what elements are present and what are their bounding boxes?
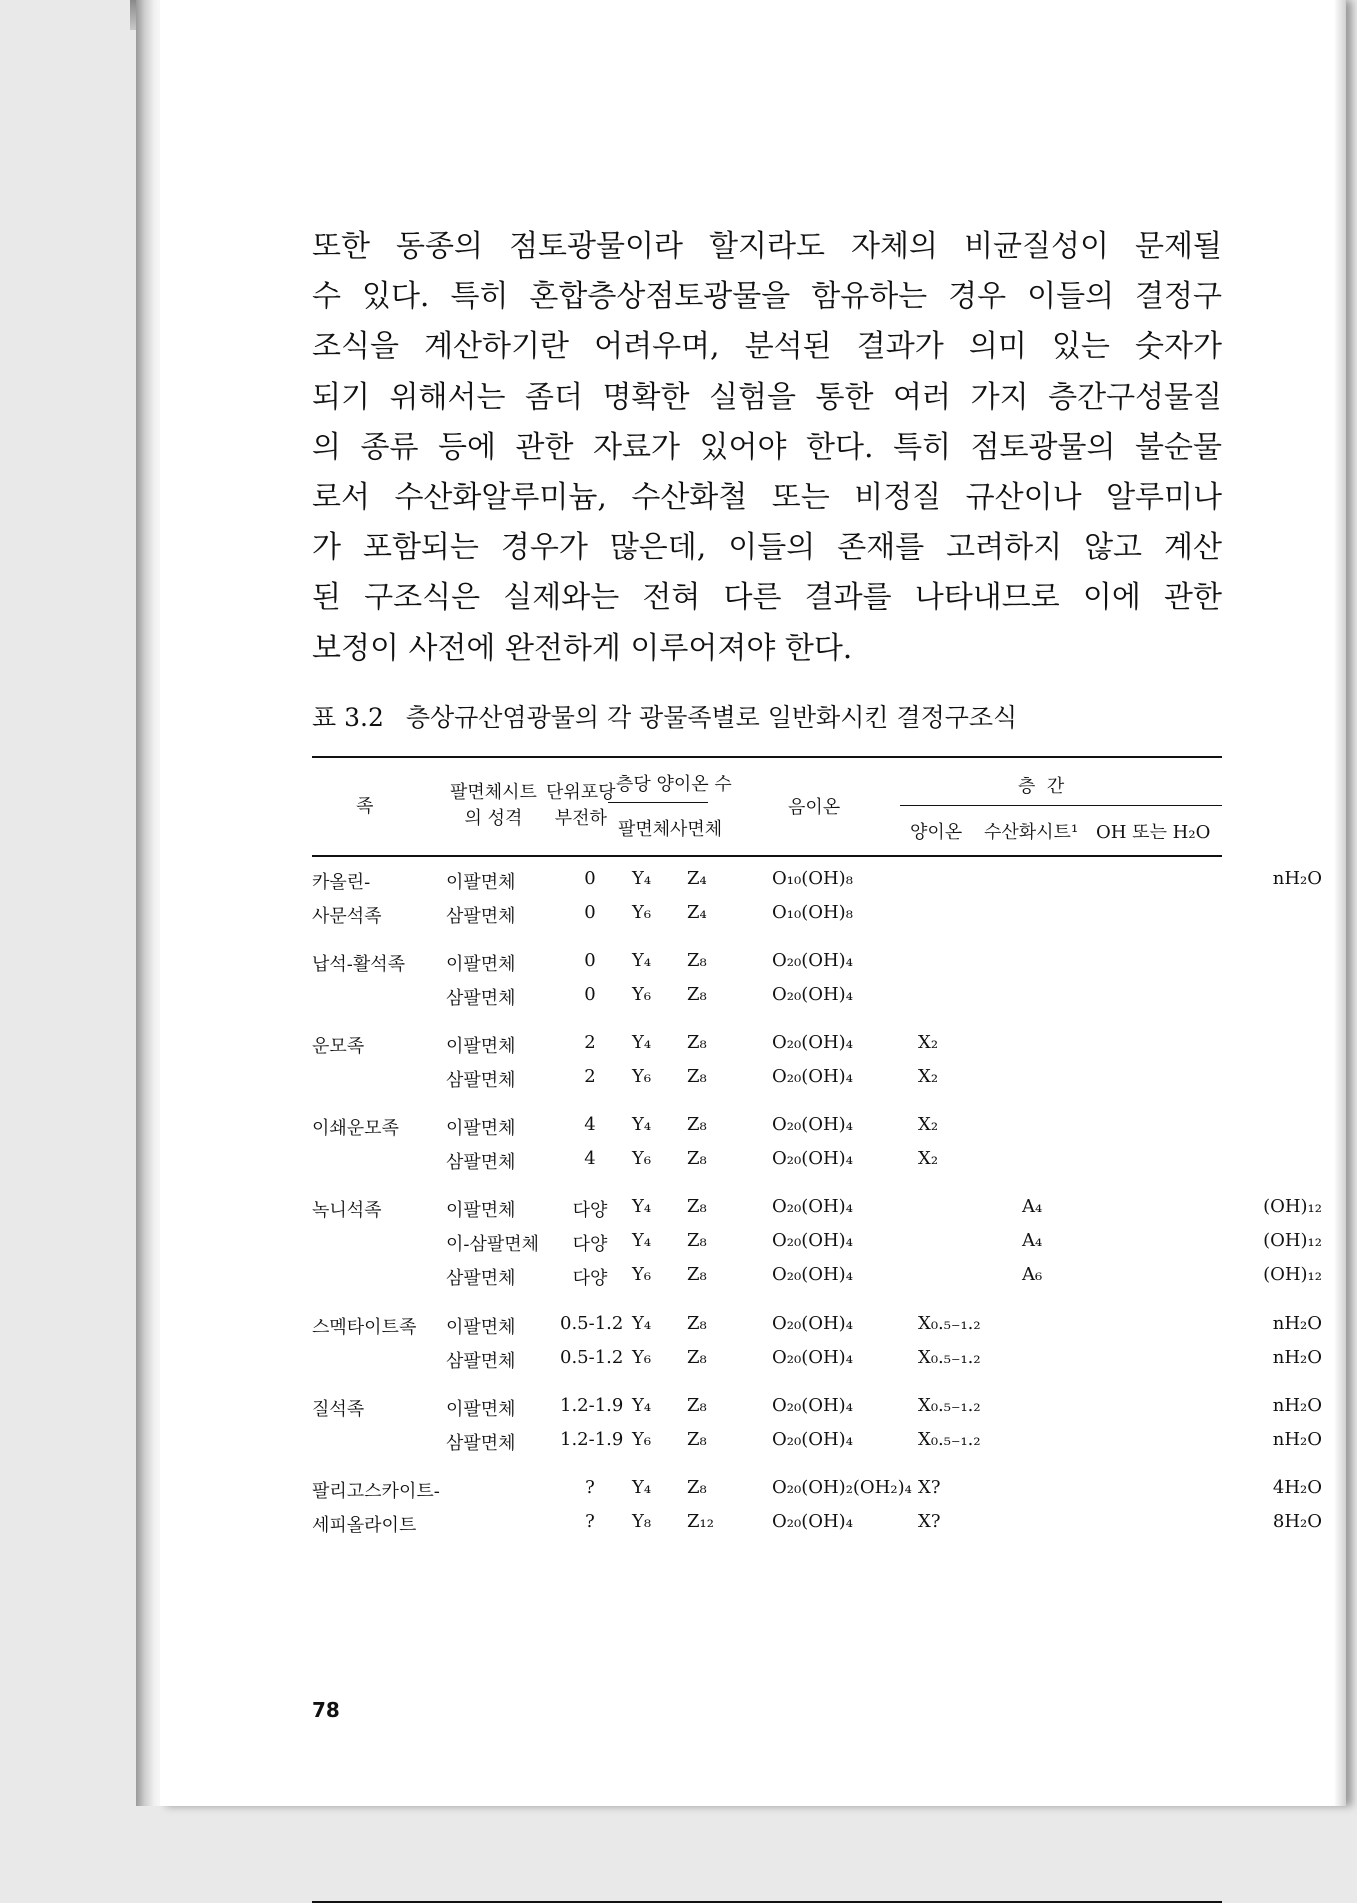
header-charge: 단위포당 부전하	[546, 782, 616, 829]
cell-charge: 2	[584, 1032, 596, 1053]
cell-interlayer-cation: X₂	[918, 1032, 939, 1053]
cell-oh-or-h2o: 8H₂O	[1272, 1511, 1322, 1532]
page-number: 78	[312, 1698, 340, 1722]
cell-anion: O₂₀(OH)₄	[772, 1395, 853, 1416]
cell-group: 팔리고스카이트-	[312, 1481, 440, 1502]
paragraph-line: 조식을 계산하기란 어려우며, 분석된 결과가 의미 있는 숫자가	[312, 329, 1222, 365]
header-hydroxide-sheet: 수산화시트¹	[984, 822, 1079, 843]
cell-charge: 4	[584, 1148, 596, 1169]
paragraph-line: 보정이 사전에 완전하게 이루어져야 한다.	[312, 630, 853, 666]
cell-anion: O₂₀(OH)₄	[772, 1264, 853, 1285]
cell-oh-or-h2o: (OH)₁₂	[1263, 1196, 1322, 1217]
cell-octahedral: Y₆	[632, 1347, 652, 1368]
cell-anion: O₂₀(OH)₄	[772, 1347, 853, 1368]
cell-oh-or-h2o: nH₂O	[1272, 1313, 1322, 1334]
header-group: 족	[356, 796, 374, 817]
cell-charge: 2	[584, 1066, 596, 1087]
cell-charge: 0	[584, 984, 596, 1005]
cell-octahedral: Y₆	[632, 1264, 652, 1285]
cell-sheet-type: 삼팔면체	[446, 1070, 516, 1091]
cell-sheet-type: 이팔면체	[446, 1399, 516, 1420]
cell-anion: O₂₀(OH)₄	[772, 950, 853, 971]
cell-tetrahedral: Z₈	[687, 1264, 707, 1285]
cell-octahedral: Y₆	[632, 1066, 652, 1087]
cell-hydroxide-sheet: A₄	[1022, 1230, 1043, 1251]
cell-oh-or-h2o: nH₂O	[1272, 868, 1322, 889]
cell-tetrahedral: Z₈	[687, 1429, 707, 1450]
cell-group: 납석-활석족	[312, 954, 406, 975]
cell-tetrahedral: Z₈	[687, 1313, 707, 1334]
cell-octahedral: Y₄	[632, 1114, 652, 1135]
header-sheet-type: 팔면체시트 의 성격	[450, 782, 537, 829]
cell-interlayer-cation: X₂	[918, 1066, 939, 1087]
cell-octahedral: Y₄	[632, 1196, 652, 1217]
cell-octahedral: Y₆	[632, 1429, 652, 1450]
cell-group: 운모족	[312, 1036, 365, 1057]
cell-tetrahedral: Z₈	[687, 1032, 707, 1053]
cell-octahedral: Y₆	[632, 1148, 652, 1169]
cell-charge: 1.2-1.9	[560, 1429, 624, 1450]
cell-octahedral: Y₄	[632, 1477, 652, 1498]
cell-oh-or-h2o: (OH)₁₂	[1263, 1230, 1322, 1251]
cell-oh-or-h2o: 4H₂O	[1272, 1477, 1322, 1498]
paragraph-line: 수 있다. 특히 혼합층상점토광물을 함유하는 경우 이들의 결정구	[312, 279, 1222, 315]
cell-anion: O₂₀(OH)₄	[772, 1511, 853, 1532]
paragraph-line: 또한 동종의 점토광물이라 할지라도 자체의 비균질성이 문제될	[312, 229, 1222, 264]
cell-octahedral: Y₄	[632, 1032, 652, 1053]
cell-charge: 다양	[572, 1234, 608, 1255]
cell-interlayer-cation: X₀.₅₋₁.₂	[918, 1395, 981, 1416]
cell-group: 카올린-	[312, 872, 371, 893]
cell-sheet-type: 이-삼팔면체	[446, 1234, 540, 1255]
body-paragraph	[312, 222, 1222, 674]
cell-anion: O₂₀(OH)₄	[772, 1230, 853, 1251]
header-anions: 음이온	[788, 797, 841, 818]
table-title: 층상규산염광물의 각 광물족별로 일반화시킨 결정구조식	[405, 703, 1018, 732]
cell-charge: 다양	[572, 1200, 608, 1221]
cell-charge: 0	[584, 950, 596, 971]
cell-tetrahedral: Z₄	[687, 868, 707, 889]
cell-tetrahedral: Z₄	[687, 902, 707, 923]
header-tetrahedral: 사면체	[670, 819, 723, 840]
cell-octahedral: Y₄	[632, 1313, 652, 1334]
cell-sheet-type: 이팔면체	[446, 1118, 516, 1139]
cell-interlayer-cation: X₀.₅₋₁.₂	[918, 1429, 981, 1450]
cell-tetrahedral: Z₈	[687, 1066, 707, 1087]
cell-octahedral: Y₄	[632, 1395, 652, 1416]
cell-octahedral: Y₆	[632, 984, 652, 1005]
cell-tetrahedral: Z₈	[687, 1114, 707, 1135]
cell-charge: 0.5-1.2	[560, 1347, 624, 1368]
cell-anion: O₂₀(OH)₄	[772, 1032, 853, 1053]
cell-group: 세피올라이트	[312, 1515, 417, 1536]
paragraph-line: 의 종류 등에 관한 자료가 있어야 한다. 특히 점토광물의 불순물	[312, 429, 1222, 465]
cell-interlayer-cation: X?	[918, 1477, 941, 1498]
cell-anion: O₂₀(OH)₄	[772, 1148, 853, 1169]
cell-sheet-type: 삼팔면체	[446, 906, 516, 927]
header-octahedral: 팔면체	[618, 819, 671, 840]
cell-anion: O₂₀(OH)₄	[772, 1429, 853, 1450]
cell-group: 녹니석족	[312, 1200, 382, 1221]
table-header-rule	[312, 855, 1222, 857]
book-spine-edge	[136, 0, 162, 1806]
header-oh-or-h2o: OH 또는 H₂O	[1096, 822, 1211, 843]
book-page	[160, 0, 1346, 1806]
cell-sheet-type: 이팔면체	[446, 1317, 516, 1338]
page-shadow	[1334, 0, 1346, 1806]
table-caption	[312, 698, 1017, 734]
cell-charge: 4	[584, 1114, 596, 1135]
cell-tetrahedral: Z₈	[687, 1395, 707, 1416]
cell-charge: ?	[585, 1511, 595, 1532]
cell-group: 이쇄운모족	[312, 1118, 399, 1139]
paragraph-line: 되기 위해서는 좀더 명확한 실험을 통한 여러 가지 층간구성물질	[312, 379, 1222, 415]
cell-octahedral: Y₈	[632, 1511, 652, 1532]
cell-octahedral: Y₄	[632, 950, 652, 971]
cell-tetrahedral: Z₈	[687, 1230, 707, 1251]
cell-charge: ?	[585, 1477, 595, 1498]
table-number: 표 3.2	[312, 703, 384, 732]
header-interlayer: 층 간	[1018, 776, 1065, 797]
cell-sheet-type: 삼팔면체	[446, 1152, 516, 1173]
paragraph-line: 가 포함되는 경우가 많은데, 이들의 존재를 고려하지 않고 계산	[312, 530, 1222, 566]
cell-sheet-type: 이팔면체	[446, 1200, 516, 1221]
cell-sheet-type: 이팔면체	[446, 872, 516, 893]
cell-charge: 다양	[572, 1268, 608, 1289]
cell-charge: 0.5-1.2	[560, 1313, 624, 1334]
cell-sheet-type: 삼팔면체	[446, 1351, 516, 1372]
cell-anion: O₂₀(OH)₄	[772, 1066, 853, 1087]
cell-interlayer-cation: X₂	[918, 1148, 939, 1169]
cell-sheet-type: 삼팔면체	[446, 1268, 516, 1289]
cell-anion: O₂₀(OH)₂(OH₂)₄	[772, 1477, 912, 1498]
cell-sheet-type: 이팔면체	[446, 954, 516, 975]
cell-oh-or-h2o: nH₂O	[1272, 1429, 1322, 1450]
cell-sheet-type: 삼팔면체	[446, 988, 516, 1009]
cell-interlayer-cation: X?	[918, 1511, 941, 1532]
cell-sheet-type: 이팔면체	[446, 1036, 516, 1057]
cell-tetrahedral: Z₈	[687, 1196, 707, 1217]
cell-anion: O₁₀(OH)₈	[772, 868, 853, 889]
cell-anion: O₂₀(OH)₄	[772, 984, 853, 1005]
paragraph-line: 된 구조식은 실제와는 전혀 다른 결과를 나타내므로 이에 관한	[312, 580, 1222, 616]
table-top-rule	[312, 756, 1222, 758]
header-interlayer-cation: 양이온	[910, 822, 963, 843]
cell-anion: O₂₀(OH)₄	[772, 1196, 853, 1217]
cell-anion: O₂₀(OH)₄	[772, 1313, 853, 1334]
cell-tetrahedral: Z₈	[687, 1477, 707, 1498]
cell-tetrahedral: Z₈	[687, 984, 707, 1005]
cell-octahedral: Y₆	[632, 902, 652, 923]
cell-group: 스멕타이트족	[312, 1317, 417, 1338]
cell-sheet-type: 삼팔면체	[446, 1433, 516, 1454]
cell-tetrahedral: Z₁₂	[687, 1511, 714, 1532]
cell-oh-or-h2o: nH₂O	[1272, 1347, 1322, 1368]
cell-interlayer-cation: X₂	[918, 1114, 939, 1135]
cell-group: 사문석족	[312, 906, 382, 927]
cell-anion: O₁₀(OH)₈	[772, 902, 853, 923]
cell-hydroxide-sheet: A₄	[1022, 1196, 1043, 1217]
cell-charge: 0	[584, 902, 596, 923]
paragraph-line: 로서 수산화알루미늄, 수산화철 또는 비정질 규산이나 알루미나	[312, 480, 1222, 516]
cell-octahedral: Y₄	[632, 1230, 652, 1251]
cell-oh-or-h2o: nH₂O	[1272, 1395, 1322, 1416]
cell-interlayer-cation: X₀.₅₋₁.₂	[918, 1313, 981, 1334]
cell-anion: O₂₀(OH)₄	[772, 1114, 853, 1135]
cell-charge: 1.2-1.9	[560, 1395, 624, 1416]
interlayer-subrule	[900, 805, 1222, 806]
cell-tetrahedral: Z₈	[687, 950, 707, 971]
cell-tetrahedral: Z₈	[687, 1148, 707, 1169]
cell-tetrahedral: Z₈	[687, 1347, 707, 1368]
cell-group: 질석족	[312, 1399, 365, 1420]
cations-subrule	[608, 802, 708, 803]
cell-octahedral: Y₄	[632, 868, 652, 889]
cell-charge: 0	[584, 868, 596, 889]
cell-hydroxide-sheet: A₆	[1022, 1264, 1043, 1285]
cell-interlayer-cation: X₀.₅₋₁.₂	[918, 1347, 981, 1368]
cell-oh-or-h2o: (OH)₁₂	[1263, 1264, 1322, 1285]
header-cations-per-layer: 층당 양이온 수	[616, 774, 732, 795]
